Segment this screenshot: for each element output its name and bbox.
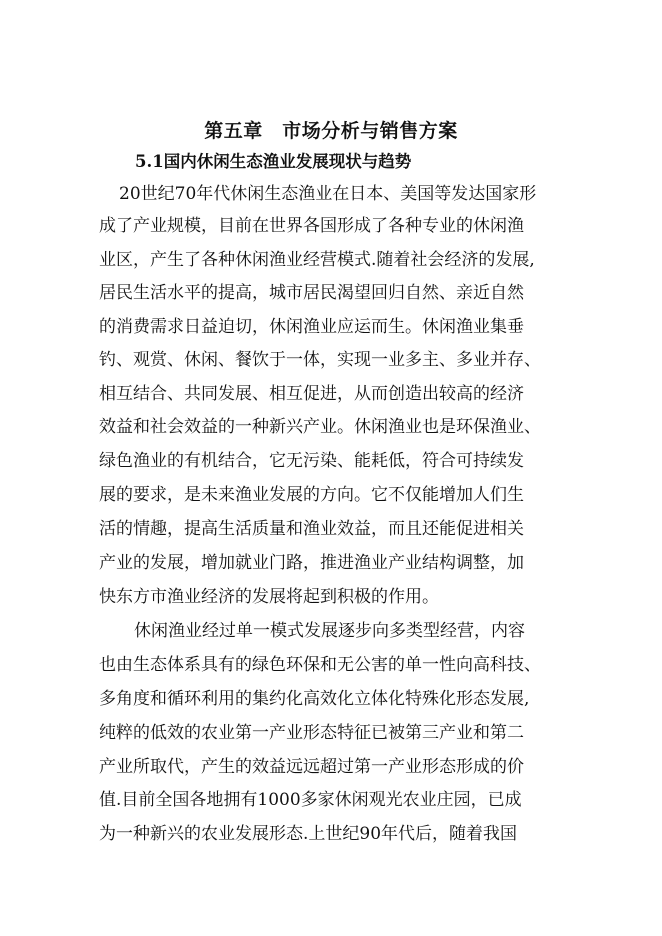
paragraph-line: 纯粹的低效的农业第一产业形态特征已被第三产业和第二	[99, 723, 524, 743]
paragraph-line: 为一种新兴的农业发展形态.上世纪90年代后，随着我国	[99, 824, 518, 844]
section-title: 5.1国内休闲生态渔业发展现状与趋势	[135, 152, 412, 171]
paragraph-line: 居民生活水平的提高，城市居民渴望回归自然、亲近自然	[99, 283, 524, 303]
chapter-title: 第五章 市场分析与销售方案	[204, 120, 458, 142]
paragraph-line: 多角度和循环利用的集约化高效化立体化特殊化形态发展,	[99, 689, 530, 709]
paragraph-line: 活的情趣，提高生活质量和渔业效益，而且还能促进相关	[99, 519, 524, 539]
paragraph-line: 产业的发展，增加就业门路，推进渔业产业结构调整，加	[99, 553, 524, 573]
paragraph-line: 20世纪70年代休闲生态渔业在日本、美国等发达国家形	[119, 184, 537, 204]
paragraph-line: 展的要求，是未来渔业发展的方向。它不仅能增加人们生	[99, 485, 524, 505]
paragraph-line: 相互结合、共同发展、相互促进，从而创造出较高的经济	[99, 384, 524, 404]
paragraph-line: 也由生态体系具有的绿色环保和无公害的单一性向高科技、	[99, 655, 541, 675]
paragraph-line: 快东方市渔业经济的发展将起到积极的作用。	[99, 587, 439, 607]
paragraph-line: 的消费需求日益迫切，休闲渔业应运而生。休闲渔业集垂	[99, 317, 524, 337]
paragraph-line: 效益和社会效益的一种新兴产业。休闲渔业也是环保渔业、	[99, 417, 541, 437]
paragraph-line: 成了产业规模，目前在世界各国形成了各种专业的休闲渔	[99, 216, 524, 236]
paragraph-line: 值.目前全国各地拥有1000多家休闲观光农业庄园，已成	[99, 790, 522, 810]
paragraph-line: 绿色渔业的有机结合，它无污染、能耗低，符合可持续发	[99, 451, 524, 471]
paragraph-line: 产业所取代，产生的效益远远超过第一产业形态形成的价	[99, 757, 524, 777]
paragraph-line: 钓、观赏、休闲、餐饮于一体，实现一业多主、多业并存、	[99, 350, 541, 370]
paragraph-line: 业区，产生了各种休闲渔业经营模式.随着社会经济的发展,	[99, 250, 535, 270]
paragraph-line: 休闲渔业经过单一模式发展逐步向多类型经营，内容	[134, 621, 525, 641]
